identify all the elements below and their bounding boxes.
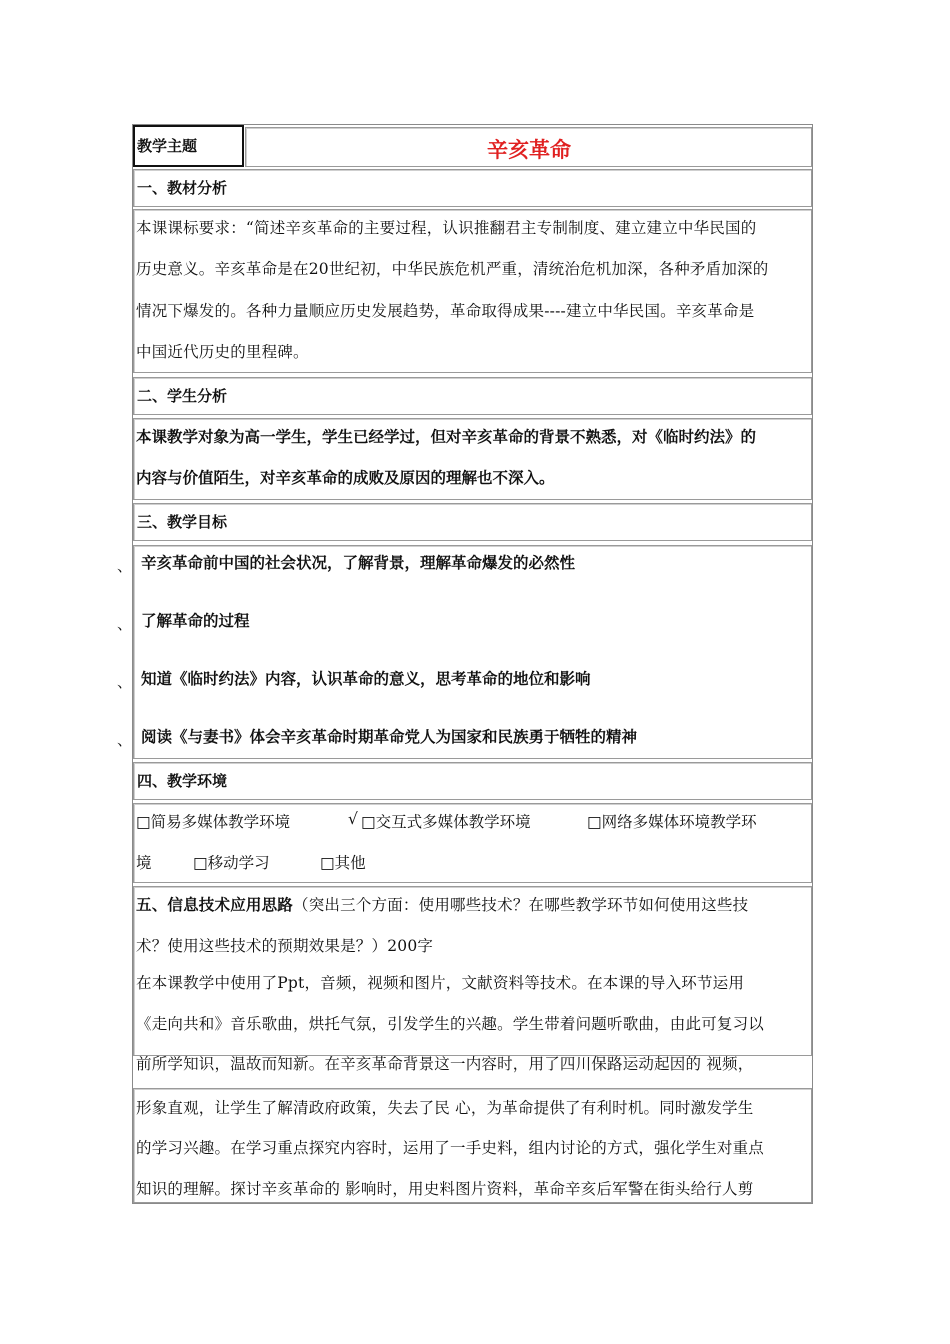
section-2-line: 内容与价值陌生，对辛亥革命的成败及原因的理解也不深入。 [136,469,555,487]
section-1-line: 中国近代历史的里程碑。 [136,343,309,361]
section-1-heading: 一、教材分析 [137,179,228,197]
env-option-simple[interactable]: □简易多媒体教学环境 [136,813,291,831]
section-5-heading-line [136,893,812,915]
check-mark-icon: √ [348,810,358,828]
section-1-line: 历史意义。辛亥革命是在20世纪初，中华民族危机严重，清统治危机加深，各种矛盾加深的 [136,260,769,278]
section-3-heading: 三、教学目标 [137,513,228,531]
section-2-heading: 二、学生分析 [137,387,228,405]
section-5-line: 在本课教学中使用了Ppt，音频，视频和图片，文献资料等技术。在本课的导入环节运用 [136,974,745,992]
env-option-network[interactable]: □网络多媒体环境教学环 [587,813,757,831]
goal-item: 辛亥革命前中国的社会状况，了解背景，理解革命爆发的必然性 [141,554,576,572]
env-option-mobile[interactable]: □移动学习 [193,854,270,872]
goal-bullet: 、 [117,557,133,575]
section-5-line: 形象直观，让学生了解清政府政策，失去了民 心，为革命提供了有利时机。同时激发学生 [136,1099,754,1117]
section-5-heading: 五、信息技术应用思路 [136,896,294,914]
env-option-network-wrap: 境 [136,854,152,872]
env-option-interactive[interactable]: □交互式多媒体教学环境 [361,813,531,831]
env-option-other[interactable]: □其他 [320,854,366,872]
section-4-heading-cell [133,762,812,800]
topic-label: 教学主题 [137,137,198,155]
section-5-heading-note-2: 术？使用这些技术的预期效果是？）200字 [136,937,434,955]
goal-bullet: 、 [117,615,133,633]
section-5-line: 的学习兴趣。在学习重点探究内容时，运用了一手史料，组内讨论的方式，强化学生对重点 [136,1139,765,1157]
goal-item: 知道《临时约法》内容，认识革命的意义，思考革命的地位和影响 [141,670,591,688]
section-4-heading: 四、教学环境 [137,772,228,790]
topic-title: 辛亥革命 [487,138,571,162]
section-5-line: 前所学知识，温故而知新。在辛亥革命背景这一内容时，用了四川保路运动起因的 视频， [136,1055,754,1073]
section-2-heading-cell [133,377,812,415]
section-5-line: 《走向共和》音乐歌曲，烘托气氛，引发学生的兴趣。学生带着问题听歌曲，由此可复习以 [136,1015,765,1033]
goal-bullet: 、 [117,731,133,749]
topic-label-cell [133,125,244,167]
section-5-line: 知识的理解。探讨辛亥革命的 影响时，用史料图片资料，革命辛亥后军警在街头给行人剪 [136,1180,754,1198]
section-3-heading-cell [133,503,812,541]
section-1-line: 情况下爆发的。各种力量顺应历史发展趋势，革命取得成果----建立中华民国。辛亥革命是 [136,302,755,320]
goal-item: 了解革命的过程 [141,612,250,630]
section-1-line: 本课课标要求：“简述辛亥革命的主要过程，认识推翻君主专制制度、建立建立中华民国的 [136,219,757,237]
goal-bullet: 、 [117,673,133,691]
goal-item: 阅读《与妻书》体会辛亥革命时期革命党人为国家和民族勇于牺牲的精神 [141,728,638,746]
section-2-line: 本课教学对象为高一学生，学生已经学过，但对辛亥革命的背景不熟悉，对《临时约法》的 [136,428,757,446]
section-1-heading-cell [133,169,812,207]
section-5-heading-note: （突出三个方面：使用哪些技术？在哪些教学环节如何使用这些技 [293,896,749,914]
